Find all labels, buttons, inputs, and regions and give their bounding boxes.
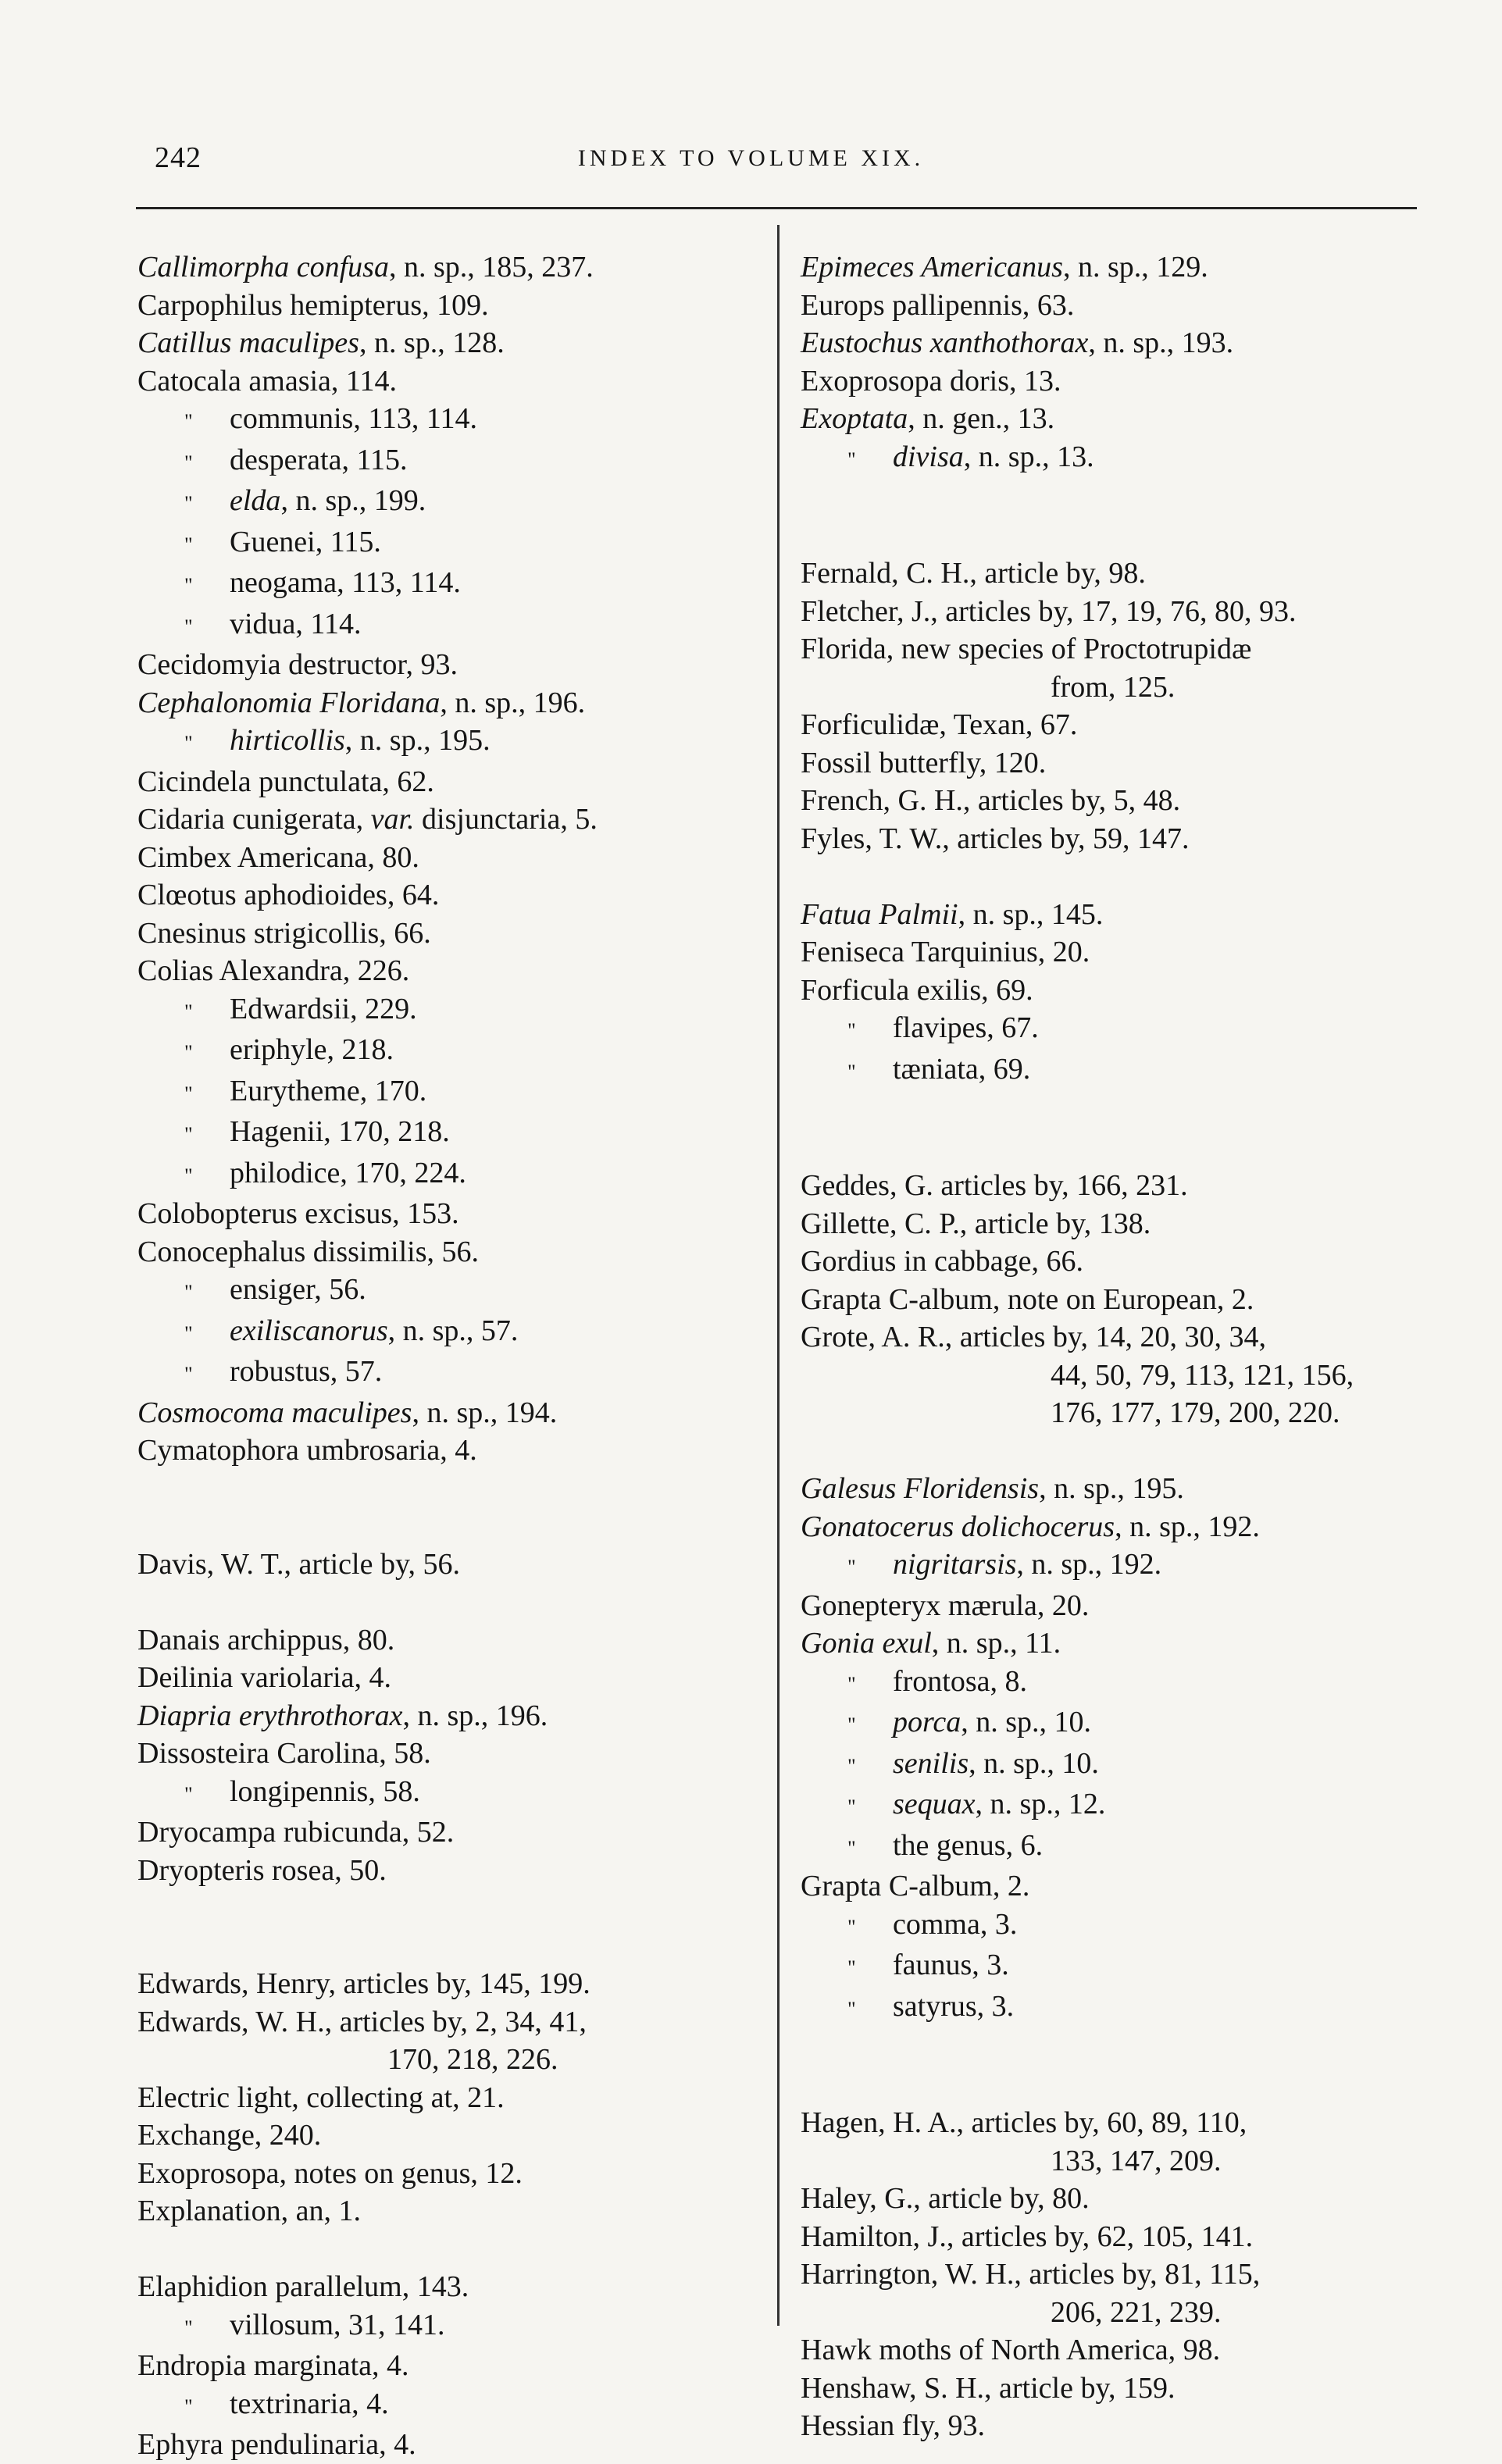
entry-text: philodice, 170, 224. bbox=[230, 1156, 466, 1189]
entry-text: Fyles, T. W., articles by, 59, 147. bbox=[801, 822, 1190, 855]
index-entry bbox=[137, 1195, 794, 1233]
index-entry bbox=[801, 630, 1457, 669]
entry-text: Hamilton, J., articles by, 62, 105, 141. bbox=[801, 2220, 1254, 2253]
entry-spacer bbox=[801, 2028, 1457, 2066]
entry-text: 170, 218, 226. bbox=[387, 2043, 558, 2076]
index-entry bbox=[137, 523, 794, 565]
ditto-mark: " bbox=[184, 1782, 193, 1806]
entry-text: , n. sp., 194. bbox=[412, 1396, 558, 1429]
entry-text: , n. sp., 195. bbox=[344, 724, 491, 757]
index-entry bbox=[801, 896, 1457, 934]
index-entry bbox=[801, 1167, 1457, 1205]
index-entry bbox=[801, 248, 1457, 287]
index-entry bbox=[137, 1072, 794, 1114]
index-entry bbox=[137, 646, 794, 684]
entry-text: Edwards, Henry, articles by, 145, 199. bbox=[137, 1967, 590, 2000]
index-entry bbox=[137, 1113, 794, 1154]
index-entry bbox=[801, 2370, 1457, 2408]
index-entry bbox=[137, 1965, 794, 2003]
index-entry bbox=[137, 1154, 794, 1196]
entry-text: Grote, A. R., articles by, 14, 20, 30, 34, bbox=[801, 1321, 1266, 1353]
entry-text: Elaphidion parallelum, 143. bbox=[137, 2270, 469, 2303]
index-entry bbox=[137, 362, 794, 401]
entry-text: Europs pallipennis, 63. bbox=[801, 288, 1075, 322]
entry-italic: hirticollis bbox=[230, 724, 345, 757]
entry-italic: Diapria erythrothorax bbox=[137, 1699, 403, 1732]
ditto-mark: " bbox=[184, 410, 193, 433]
entry-text: Fletcher, J., articles by, 17, 19, 76, 80, 93. bbox=[801, 594, 1297, 628]
entry-text: , n. sp., 10. bbox=[961, 1706, 1092, 1738]
entry-italic: exiliscanorus bbox=[230, 1314, 388, 1347]
index-entry bbox=[801, 400, 1457, 438]
page-number: 242 bbox=[155, 141, 202, 174]
entry-text: longipennis, 58. bbox=[230, 1774, 420, 1808]
ditto-mark: " bbox=[184, 1041, 193, 1064]
entry-text: faunus, 3. bbox=[893, 1949, 1009, 1981]
entry-spacer bbox=[801, 1091, 1457, 1129]
entry-text: from, 125. bbox=[1051, 670, 1176, 704]
entry-text: Feniseca Tarquinius, 20. bbox=[801, 936, 1090, 968]
entry-italic: Eustochus xanthothorax bbox=[801, 326, 1089, 359]
index-entry bbox=[137, 2155, 794, 2193]
entry-text: the genus, 6. bbox=[893, 1828, 1044, 1862]
entry-text: , n. sp., 57. bbox=[387, 1314, 519, 1347]
entry-text-tail: disjunctaria, 5. bbox=[414, 803, 598, 836]
entry-italic: Callimorpha confusa bbox=[137, 251, 389, 283]
entry-italic: Exoptata bbox=[801, 402, 908, 435]
index-entry bbox=[137, 2268, 794, 2306]
entry-text: Deilinia variolaria, 4. bbox=[137, 1661, 391, 1694]
entry-italic: Gonia exul bbox=[801, 1627, 932, 1660]
entry-text: Eurytheme, 170. bbox=[230, 1074, 427, 1107]
entry-text: , n. sp., 128. bbox=[359, 326, 505, 359]
entry-text: Carpophilus hemipterus, 109. bbox=[137, 288, 489, 322]
entry-text: Exoprosopa doris, 13. bbox=[801, 364, 1061, 398]
ditto-mark: " bbox=[184, 2316, 193, 2339]
ditto-mark: " bbox=[847, 1672, 856, 1696]
index-entry bbox=[801, 1587, 1457, 1625]
index-entry bbox=[801, 1745, 1457, 1786]
entry-text: Dissosteira Carolina, 58. bbox=[137, 1737, 431, 1770]
index-entry bbox=[137, 482, 794, 523]
entry-text: vidua, 114. bbox=[230, 607, 362, 640]
entry-text: Forficulidæ, Texan, 67. bbox=[801, 708, 1078, 741]
index-entry bbox=[801, 362, 1457, 401]
ditto-mark: " bbox=[847, 1754, 856, 1778]
index-entry bbox=[137, 605, 794, 647]
entry-italic: divisa bbox=[893, 440, 964, 473]
ditto-mark: " bbox=[847, 1915, 856, 1938]
index-entry bbox=[137, 2003, 794, 2041]
entry-text: robustus, 57. bbox=[230, 1355, 383, 1388]
index-entry bbox=[137, 1659, 794, 1697]
index-entry bbox=[137, 952, 794, 990]
index-entry bbox=[801, 1508, 1457, 1546]
right-index-column bbox=[801, 248, 1457, 2445]
entry-spacer bbox=[801, 858, 1457, 896]
entry-italic: sequax bbox=[893, 1788, 976, 1820]
entry-text: , n. sp., 11. bbox=[931, 1627, 1061, 1660]
index-entry bbox=[137, 2347, 794, 2385]
index-entry bbox=[801, 2407, 1457, 2445]
entry-text: Exoprosopa, notes on genus, 12. bbox=[137, 2156, 523, 2190]
entry-text: Explanation, an, 1. bbox=[137, 2195, 361, 2227]
entry-text: , n. sp., 129. bbox=[1062, 251, 1208, 283]
index-entry bbox=[801, 438, 1457, 480]
running-head: INDEX TO VOLUME XIX. bbox=[577, 145, 925, 171]
entry-text: Cidaria cunigerata, bbox=[137, 803, 371, 836]
index-entry bbox=[801, 2255, 1457, 2294]
ditto-mark: " bbox=[847, 448, 856, 471]
entry-spacer bbox=[801, 479, 1457, 517]
index-entry bbox=[137, 990, 794, 1032]
entry-text: French, G. H., articles by, 5, 48. bbox=[801, 784, 1181, 817]
index-entry bbox=[801, 972, 1457, 1010]
ditto-mark: " bbox=[184, 574, 193, 597]
index-entry bbox=[801, 1827, 1457, 1868]
index-entry bbox=[137, 1546, 794, 1584]
ditto-mark: " bbox=[184, 1363, 193, 1385]
index-entry bbox=[137, 2385, 794, 2427]
index-entry bbox=[137, 1813, 794, 1852]
index-entry bbox=[137, 324, 794, 362]
index-entry bbox=[801, 1281, 1457, 1319]
ditto-mark: " bbox=[847, 1795, 856, 1818]
index-entry bbox=[137, 801, 794, 839]
index-entry bbox=[801, 744, 1457, 783]
entry-text: , n. sp., 193. bbox=[1088, 326, 1234, 359]
index-entry bbox=[801, 782, 1457, 820]
index-entry bbox=[801, 1988, 1457, 2029]
entry-text: Cicindela punctulata, 62. bbox=[137, 765, 434, 798]
entry-text: Hagenii, 170, 218. bbox=[230, 1115, 450, 1148]
entry-text: Harrington, W. H., articles by, 81, 115, bbox=[801, 2258, 1261, 2291]
index-entry bbox=[137, 2306, 794, 2348]
entry-text: Edwardsii, 229. bbox=[230, 992, 417, 1025]
entry-text: frontosa, 8. bbox=[893, 1664, 1028, 1698]
index-entry bbox=[801, 593, 1457, 631]
entry-spacer bbox=[801, 2066, 1457, 2105]
entry-text: , n. sp., 192. bbox=[1115, 1510, 1260, 1543]
entry-text: , n. sp., 145. bbox=[958, 897, 1104, 931]
entry-spacer bbox=[137, 1507, 794, 1546]
entry-text: Gordius in cabbage, 66. bbox=[801, 1245, 1083, 1278]
entry-italic: var. bbox=[370, 803, 415, 836]
entry-text: Fernald, C. H., article by, 98. bbox=[801, 557, 1146, 590]
entry-text: Hessian fly, 93. bbox=[801, 2409, 986, 2442]
entry-text: Electric light, collecting at, 21. bbox=[137, 2081, 505, 2114]
entry-text: 133, 147, 209. bbox=[1051, 2144, 1222, 2177]
entry-text: Gonepteryx mærula, 20. bbox=[801, 1589, 1090, 1622]
entry-italic: porca bbox=[893, 1706, 961, 1738]
index-entry bbox=[137, 1312, 794, 1353]
entry-text: Cnesinus strigicollis, 66. bbox=[137, 916, 431, 950]
ditto-mark: " bbox=[847, 1713, 856, 1736]
entry-text: satyrus, 3. bbox=[893, 1989, 1015, 2023]
entry-italic: Cosmocoma maculipes bbox=[137, 1396, 412, 1429]
ditto-mark: " bbox=[184, 1123, 193, 1146]
index-entry bbox=[137, 1432, 794, 1470]
ditto-mark: " bbox=[847, 1836, 856, 1860]
entry-text: Hagen, H. A., articles by, 60, 89, 110, bbox=[801, 2106, 1247, 2139]
ditto-mark: " bbox=[847, 1556, 856, 1578]
entry-text: , n. sp., 196. bbox=[440, 686, 586, 719]
index-entry bbox=[801, 1946, 1457, 1988]
ditto-mark: " bbox=[184, 2394, 193, 2418]
entry-text: communis, 113, 114. bbox=[230, 402, 478, 435]
index-entry bbox=[801, 1906, 1457, 1947]
entry-text: comma, 3. bbox=[893, 1907, 1018, 1941]
entry-text: 206, 221, 239. bbox=[1051, 2295, 1222, 2329]
entry-spacer bbox=[137, 1889, 794, 1927]
entry-text: Dryopteris rosea, 50. bbox=[137, 1853, 387, 1887]
index-entry bbox=[137, 2079, 794, 2117]
entry-spacer bbox=[801, 517, 1457, 555]
index-entry bbox=[137, 684, 794, 722]
index-entry bbox=[801, 1546, 1457, 1587]
index-entry bbox=[801, 2331, 1457, 2370]
index-entry-continuation bbox=[801, 1357, 1457, 1395]
entry-text: Ephyra pendulinaria, 4. bbox=[137, 2428, 416, 2461]
entry-text: 176, 177, 179, 200, 220. bbox=[1051, 1396, 1340, 1429]
entry-text: Forficula exilis, 69. bbox=[801, 973, 1033, 1007]
entry-italic: nigritarsis bbox=[893, 1548, 1017, 1581]
entry-text: textrinaria, 4. bbox=[230, 2387, 389, 2420]
index-entry bbox=[801, 820, 1457, 858]
ditto-mark: " bbox=[184, 451, 193, 474]
index-entry bbox=[801, 933, 1457, 972]
index-entry bbox=[137, 248, 794, 287]
entry-italic: senilis bbox=[893, 1746, 969, 1780]
index-entry bbox=[801, 1318, 1457, 1357]
entry-text: eriphyle, 218. bbox=[230, 1033, 394, 1066]
entry-text: Cymatophora umbrosaria, 4. bbox=[137, 1434, 477, 1467]
entry-text: , n. sp., 12. bbox=[975, 1788, 1106, 1820]
entry-spacer bbox=[801, 1432, 1457, 1471]
index-entry bbox=[801, 706, 1457, 744]
index-entry bbox=[801, 1624, 1457, 1663]
index-entry bbox=[137, 1697, 794, 1735]
ditto-mark: " bbox=[184, 1321, 193, 1345]
entry-text: Endropia marginata, 4. bbox=[137, 2349, 409, 2382]
index-entry-continuation bbox=[137, 2041, 794, 2079]
entry-text: Geddes, G. articles by, 166, 231. bbox=[801, 1169, 1188, 1202]
entry-text: Catocala amasia, 114. bbox=[137, 364, 398, 398]
entry-text: Danais archippus, 80. bbox=[137, 1623, 395, 1656]
entry-text: desperata, 115. bbox=[230, 443, 408, 476]
entry-text: flavipes, 67. bbox=[893, 1011, 1039, 1044]
index-entry bbox=[801, 1867, 1457, 1906]
entry-italic: Gonatocerus dolichocerus bbox=[801, 1510, 1115, 1543]
entry-italic: Cephalonomia Floridana bbox=[137, 686, 441, 719]
entry-text: Hawk moths of North America, 98. bbox=[801, 2334, 1221, 2366]
entry-text: Florida, new species of Proctotrupidæ bbox=[801, 633, 1252, 665]
index-entry bbox=[801, 324, 1457, 362]
index-entry bbox=[137, 722, 794, 763]
index-entry bbox=[801, 1470, 1457, 1508]
entry-text: , n. sp., 196. bbox=[402, 1699, 548, 1732]
index-entry bbox=[137, 763, 794, 801]
entry-italic: Galesus Floridensis bbox=[801, 1472, 1040, 1505]
left-index-column bbox=[137, 248, 794, 2464]
entry-text: , n. sp., 185, 237. bbox=[388, 251, 594, 283]
entry-text: Fossil butterfly, 120. bbox=[801, 746, 1047, 779]
entry-text: Clœotus aphodioides, 64. bbox=[137, 879, 440, 911]
ditto-mark: " bbox=[847, 1997, 856, 2020]
index-entry bbox=[801, 2104, 1457, 2142]
ditto-mark: " bbox=[184, 1281, 193, 1303]
entry-text: Davis, W. T., article by, 56. bbox=[137, 1547, 461, 1581]
ditto-mark: " bbox=[184, 1082, 193, 1105]
entry-text: Colias Alexandra, 226. bbox=[137, 954, 410, 987]
entry-spacer bbox=[137, 1470, 794, 1508]
index-entry bbox=[137, 2116, 794, 2155]
index-entry bbox=[801, 1205, 1457, 1243]
entry-italic: Catillus maculipes bbox=[137, 326, 359, 359]
index-entry bbox=[137, 2426, 794, 2464]
entry-italic: elda bbox=[230, 484, 281, 517]
index-entry bbox=[801, 1703, 1457, 1745]
index-entry bbox=[801, 1785, 1457, 1827]
entry-text: Cimbex Americana, 80. bbox=[137, 840, 419, 874]
index-entry bbox=[137, 441, 794, 483]
index-entry bbox=[137, 839, 794, 877]
entry-text: Edwards, W. H., articles by, 2, 34, 41, bbox=[137, 2005, 587, 2038]
index-entry bbox=[137, 1031, 794, 1072]
ditto-mark: " bbox=[847, 1019, 856, 1042]
index-entry bbox=[137, 1394, 794, 1432]
entry-text: Dryocampa rubicunda, 52. bbox=[137, 1816, 455, 1849]
header-rule bbox=[136, 207, 1417, 209]
entry-text: tæniata, 69. bbox=[893, 1052, 1031, 1086]
entry-text: , n. sp., 199. bbox=[280, 484, 426, 517]
entry-italic: Fatua Palmii bbox=[801, 897, 958, 931]
index-entry bbox=[801, 287, 1457, 325]
entry-text: , n. sp., 192. bbox=[1016, 1548, 1162, 1581]
index-entry bbox=[801, 2218, 1457, 2256]
index-entry bbox=[137, 400, 794, 441]
index-entry bbox=[137, 1852, 794, 1890]
entry-spacer bbox=[137, 2230, 794, 2269]
index-entry bbox=[137, 1735, 794, 1773]
index-entry bbox=[137, 1233, 794, 1271]
ditto-mark: " bbox=[184, 533, 193, 556]
ditto-mark: " bbox=[847, 1060, 856, 1083]
ditto-mark: " bbox=[184, 1000, 193, 1023]
index-entry-continuation bbox=[801, 1394, 1457, 1432]
entry-text: , n. sp., 10. bbox=[969, 1746, 1099, 1780]
entry-text: Henshaw, S. H., article by, 159. bbox=[801, 2371, 1176, 2405]
index-entry bbox=[801, 1243, 1457, 1281]
index-entry bbox=[137, 915, 794, 953]
entry-text: villosum, 31, 141. bbox=[230, 2308, 445, 2341]
entry-text: Gillette, C. P., article by, 138. bbox=[801, 1207, 1151, 1240]
index-entry-continuation bbox=[801, 2294, 1457, 2332]
entry-italic: Epimeces Americanus bbox=[801, 251, 1063, 283]
ditto-mark: " bbox=[184, 1164, 193, 1187]
entry-text: , n. sp., 13. bbox=[963, 440, 1094, 473]
index-entry bbox=[801, 1050, 1457, 1092]
ditto-mark: " bbox=[847, 1956, 856, 1979]
entry-spacer bbox=[801, 1129, 1457, 1168]
index-entry bbox=[137, 1773, 794, 1814]
index-entry-continuation bbox=[801, 669, 1457, 707]
entry-text: neogama, 113, 114. bbox=[230, 566, 461, 599]
entry-text: Guenei, 115. bbox=[230, 525, 381, 558]
entry-spacer bbox=[137, 1927, 794, 1966]
ditto-mark: " bbox=[184, 492, 193, 515]
entry-text: Colobopterus excisus, 153. bbox=[137, 1197, 459, 1230]
index-entry bbox=[801, 1009, 1457, 1050]
index-entry bbox=[801, 2180, 1457, 2218]
entry-text: , n. gen., 13. bbox=[908, 402, 1055, 435]
ditto-mark: " bbox=[184, 615, 193, 638]
entry-text: Conocephalus dissimilis, 56. bbox=[137, 1235, 479, 1268]
index-entry bbox=[801, 1663, 1457, 1704]
ditto-mark: " bbox=[184, 732, 193, 754]
index-entry bbox=[137, 1271, 794, 1312]
entry-text: , n. sp., 195. bbox=[1039, 1472, 1184, 1505]
entry-text: Grapta C-album, 2. bbox=[801, 1870, 1030, 1902]
entry-text: Grapta C-album, note on European, 2. bbox=[801, 1282, 1254, 1316]
index-entry bbox=[137, 2192, 794, 2230]
entry-text: 44, 50, 79, 113, 121, 156, bbox=[1051, 1358, 1354, 1392]
entry-spacer bbox=[137, 1583, 794, 1621]
index-entry bbox=[801, 554, 1457, 593]
index-entry bbox=[137, 1621, 794, 1660]
index-entry bbox=[137, 876, 794, 915]
entry-text: Cecidomyia destructor, 93. bbox=[137, 648, 458, 681]
entry-text: ensiger, 56. bbox=[230, 1273, 366, 1306]
index-entry bbox=[137, 1353, 794, 1394]
index-entry bbox=[137, 287, 794, 325]
entry-text: Haley, G., article by, 80. bbox=[801, 2182, 1090, 2215]
index-entry-continuation bbox=[801, 2142, 1457, 2181]
index-entry bbox=[137, 564, 794, 605]
entry-text: Exchange, 240. bbox=[137, 2119, 322, 2152]
